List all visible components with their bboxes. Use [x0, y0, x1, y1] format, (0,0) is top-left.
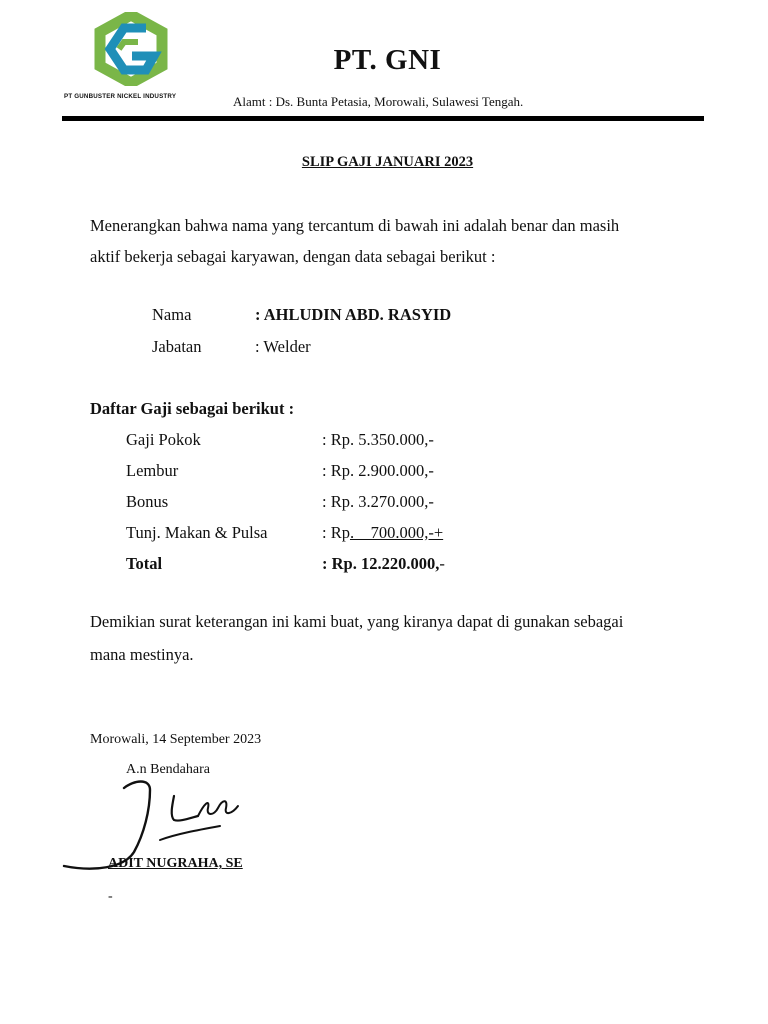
- total-suffix: -: [439, 554, 445, 573]
- salary-heading: Daftar Gaji sebagai berikut :: [90, 399, 295, 418]
- salary-item-label: Tunj. Makan & Pulsa: [126, 523, 268, 542]
- salary-item-prefix: : Rp: [322, 523, 350, 542]
- salary-item-prefix: : Rp.: [322, 492, 359, 511]
- salary-item-value: [322, 492, 434, 512]
- intro-line-1: Menerangkan bahwa nama yang tercantum di bawah ini adalah benar dan masih: [90, 216, 620, 235]
- signatory-name: ADIT NUGRAHA, SE: [108, 856, 243, 871]
- place-date: Morowali, 14 September 2023: [90, 732, 262, 747]
- salary-item-label: Gaji Pokok: [126, 430, 201, 449]
- name-value: : AHLUDIN ABD. RASYID: [255, 305, 452, 324]
- salary-item-label: Bonus: [126, 492, 169, 511]
- salary-item-prefix: : Rp.: [322, 430, 359, 449]
- salary-item-amount: 5.350.000,-: [358, 430, 434, 449]
- salary-item-label: Lembur: [126, 461, 179, 480]
- salary-item-value: [322, 461, 434, 481]
- salary-item-prefix: : Rp.: [322, 461, 359, 480]
- company-address: Alamt : Ds. Bunta Petasia, Morowali, Sulawesi Tengah.: [233, 94, 524, 109]
- name-label: Nama: [152, 305, 192, 324]
- salary-item-amount: 3.270.000,-: [358, 492, 434, 511]
- company-name: PT. GNI: [333, 44, 442, 76]
- salary-item-value: [322, 523, 443, 543]
- document-title: SLIP GAJI JANUARI 2023: [301, 154, 474, 170]
- footer-dash: -: [108, 889, 113, 904]
- intro-line-2: aktif bekerja sebagai karyawan, dengan data sebagai berikut :: [90, 247, 496, 266]
- salary-item-amount: 2.900.000,-: [358, 461, 434, 480]
- total-amount: : Rp. 12.220.000,: [322, 554, 440, 573]
- salary-item-amount: . 700.000,-+: [349, 523, 444, 542]
- on-behalf-label: A.n Bendahara: [126, 762, 210, 777]
- position-label: Jabatan: [152, 337, 202, 356]
- total-label: Total: [126, 554, 163, 573]
- salary-item-value: [322, 430, 434, 450]
- total-value: [322, 554, 445, 574]
- closing-line-1: Demikian surat keterangan ini kami buat, yang kiranya dapat di gunakan sebagai: [90, 612, 624, 631]
- position-value: : Welder: [255, 337, 311, 356]
- logo-caption: PT GUNBUSTER NICKEL INDUSTRY: [64, 93, 177, 100]
- closing-line-2: mana mestinya.: [90, 645, 194, 664]
- header-divider: [62, 116, 704, 121]
